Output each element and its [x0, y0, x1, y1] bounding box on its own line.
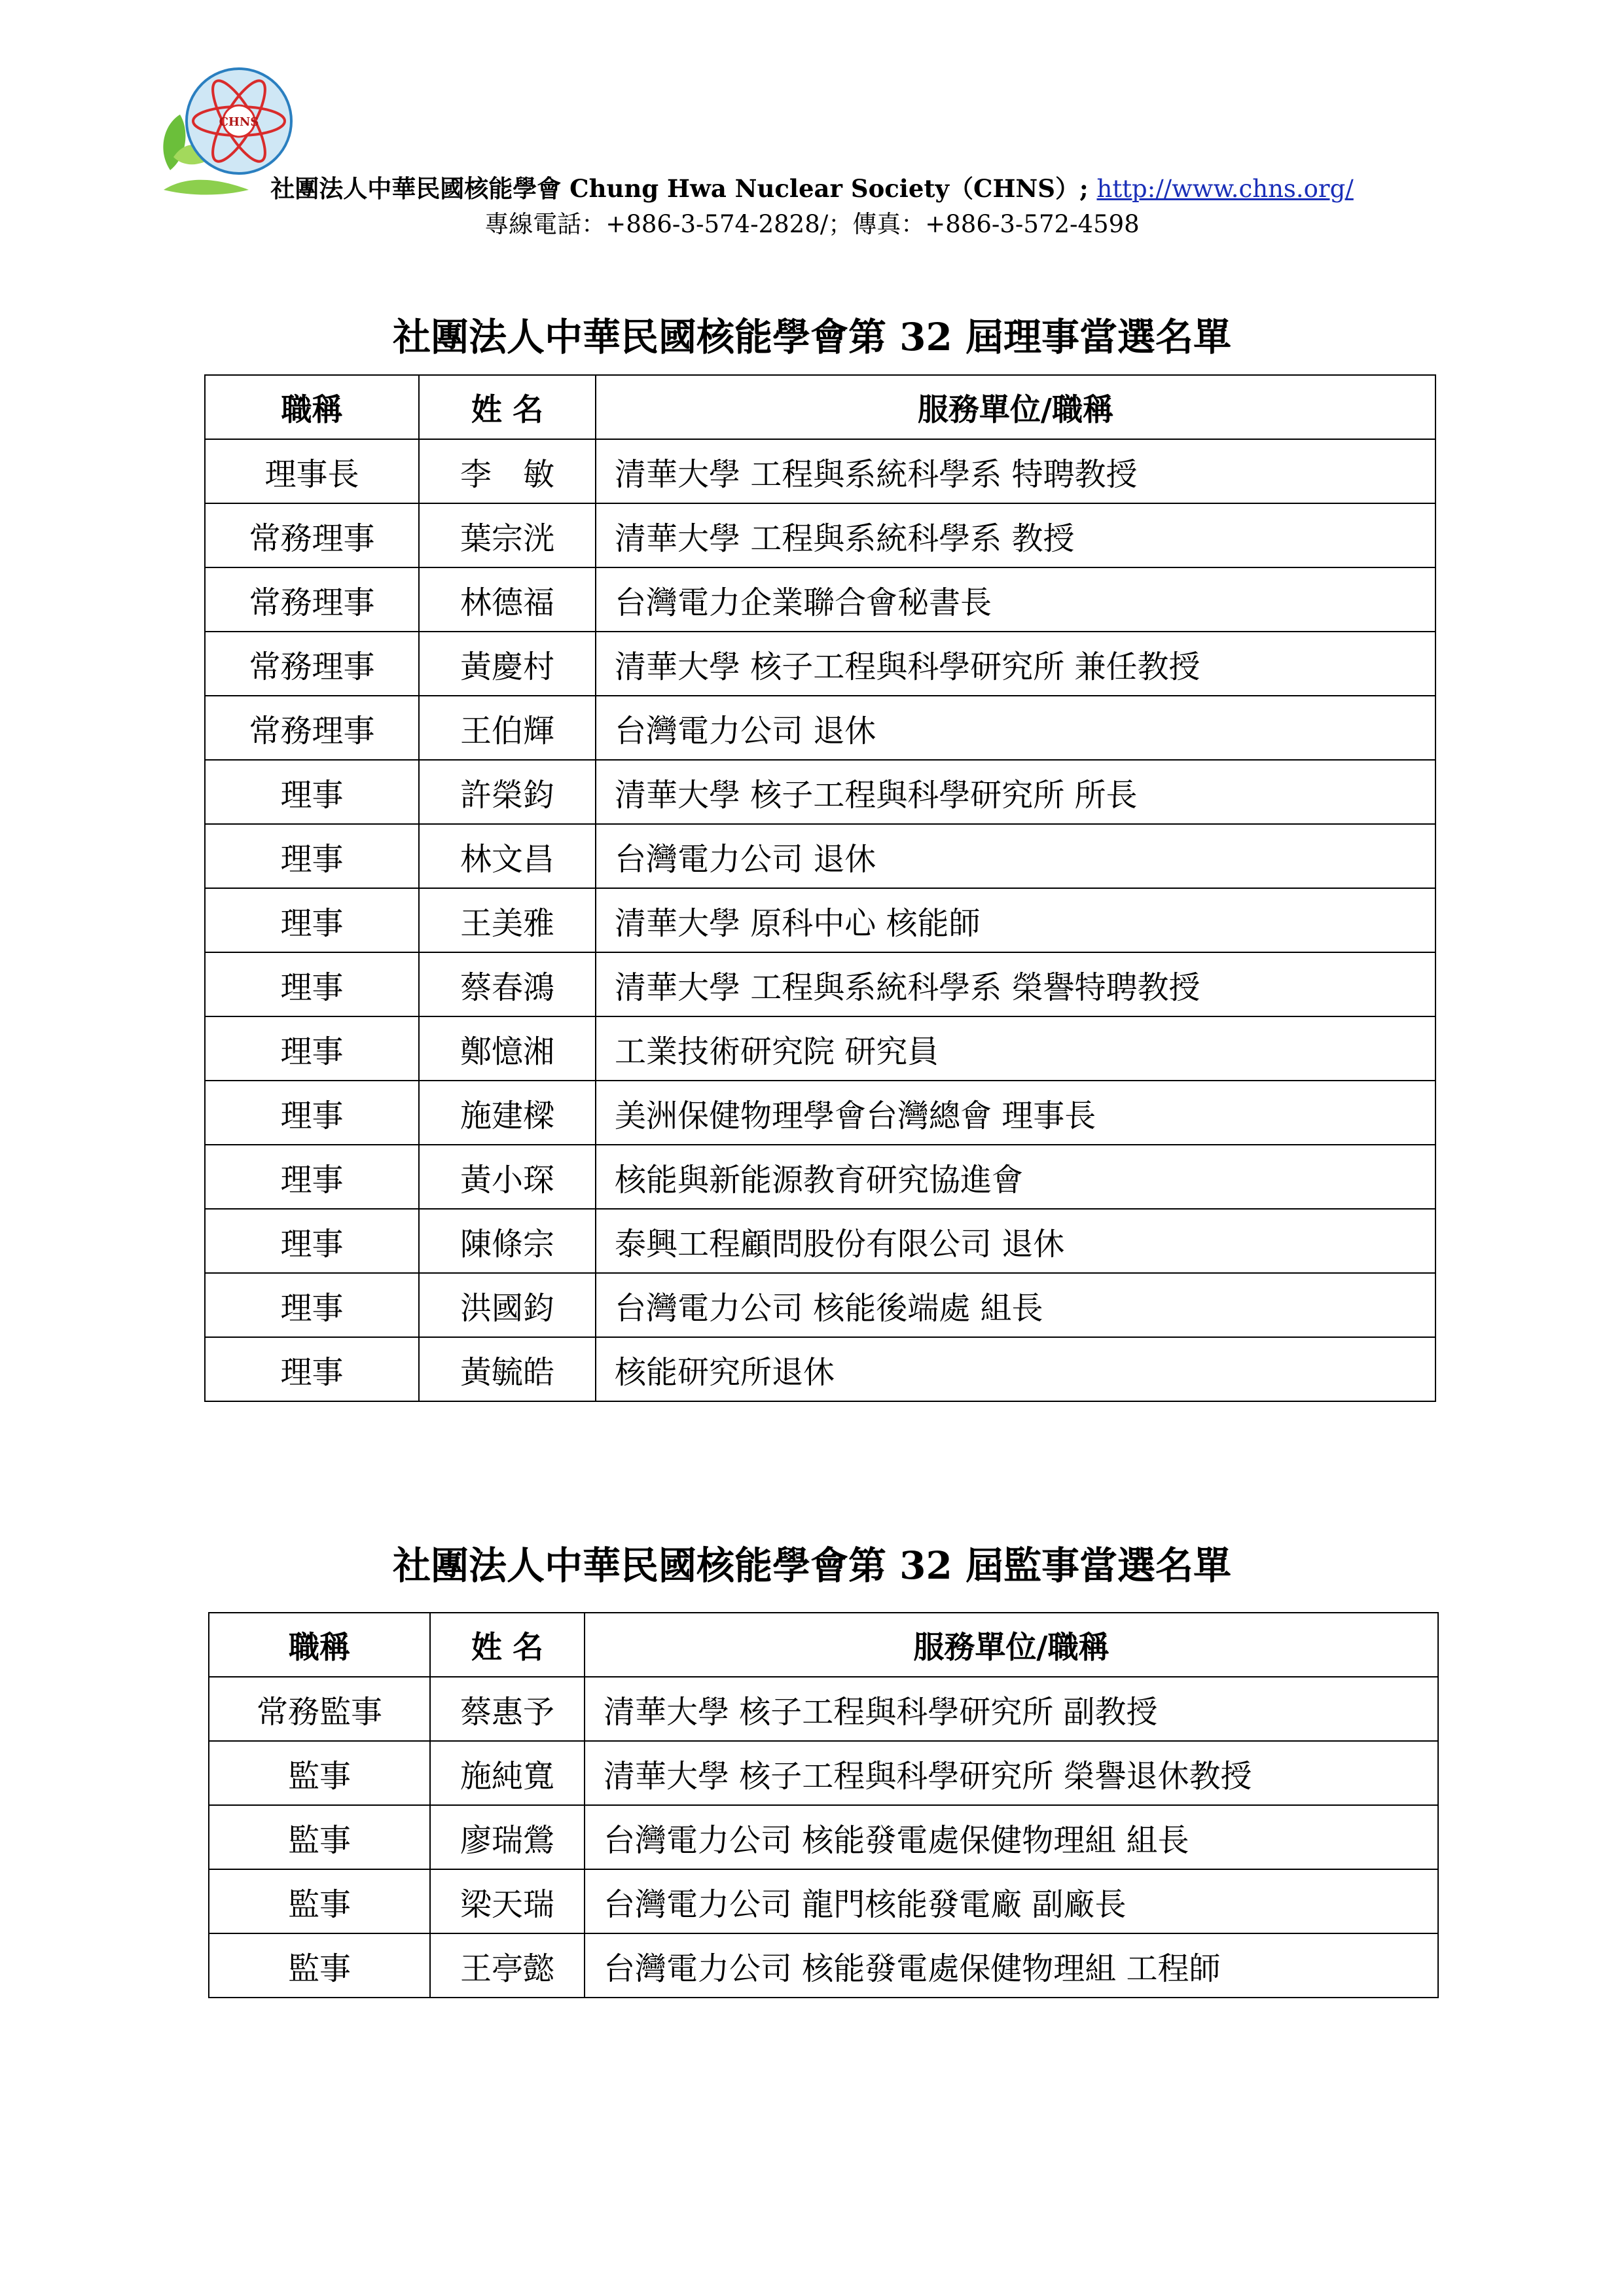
column-header-affiliation: 服務單位/職稱: [596, 375, 1435, 439]
directors-title: 社團法人中華民國核能學會第 32 屆理事當選名單: [392, 315, 1232, 359]
org-name: 社團法人中華民國核能學會 Chung Hwa Nuclear Society（CHNS）;: [270, 174, 1097, 203]
website-link[interactable]: http://www.chns.org/: [1096, 175, 1354, 203]
supervisors-table: [208, 1612, 1439, 1998]
table-row: [205, 760, 1435, 824]
cell-title: 常務理事: [205, 567, 419, 632]
cell-title: 理事: [205, 888, 419, 952]
directors-table: [204, 374, 1436, 1402]
contact-line: 專線電話：+886-3-574-2828/；傳真：+886-3-572-4598: [484, 210, 1140, 238]
cell-affiliation: 清華大學 工程與系統科學系 榮譽特聘教授: [596, 952, 1435, 1016]
table-row: [209, 1869, 1438, 1933]
cell-name: 梁天瑞: [430, 1869, 585, 1933]
cell-name: 王美雅: [419, 888, 596, 952]
cell-title: 理事: [205, 1081, 419, 1145]
cell-affiliation: 清華大學 原科中心 核能師: [596, 888, 1435, 952]
cell-affiliation: 清華大學 核子工程與科學研究所 榮譽退休教授: [585, 1741, 1438, 1805]
cell-name: 蔡惠予: [430, 1677, 585, 1741]
cell-affiliation: 核能研究所退休: [596, 1337, 1435, 1401]
cell-name: 黃毓皓: [419, 1337, 596, 1401]
table-row: [205, 1209, 1435, 1273]
cell-affiliation: 台灣電力公司 核能後端處 組長: [596, 1273, 1435, 1337]
table-row: [205, 696, 1435, 760]
table-row: [205, 1337, 1435, 1401]
column-header-name: 姓 名: [419, 375, 596, 439]
table-row: [205, 888, 1435, 952]
table-row: [205, 952, 1435, 1016]
svg-text:CHNS: CHNS: [219, 115, 259, 129]
table-row: [205, 503, 1435, 567]
cell-title: 理事: [205, 952, 419, 1016]
cell-affiliation: 台灣電力公司 退休: [596, 824, 1435, 888]
cell-affiliation: 清華大學 工程與系統科學系 教授: [596, 503, 1435, 567]
cell-name: 施純寬: [430, 1741, 585, 1805]
column-header-name: 姓 名: [430, 1613, 585, 1677]
cell-title: 監事: [209, 1869, 430, 1933]
cell-name: 蔡春鴻: [419, 952, 596, 1016]
cell-name: 黃慶村: [419, 632, 596, 696]
cell-title: 常務監事: [209, 1677, 430, 1741]
org-header-line: [0, 169, 1624, 204]
cell-affiliation: 泰興工程顧問股份有限公司 退休: [596, 1209, 1435, 1273]
cell-title: 理事: [205, 1016, 419, 1081]
table-row: [205, 1145, 1435, 1209]
table-row: [205, 824, 1435, 888]
cell-name: 王伯輝: [419, 696, 596, 760]
cell-affiliation: 美洲保健物理學會台灣總會 理事長: [596, 1081, 1435, 1145]
cell-affiliation: 核能與新能源教育研究協進會: [596, 1145, 1435, 1209]
table-row: [209, 1933, 1438, 1998]
column-header-title: 職稱: [205, 375, 419, 439]
cell-affiliation: 台灣電力公司 退休: [596, 696, 1435, 760]
cell-name: 施建樑: [419, 1081, 596, 1145]
table-row: [205, 1016, 1435, 1081]
table-row: [205, 567, 1435, 632]
cell-title: 理事: [205, 1337, 419, 1401]
column-header-title: 職稱: [209, 1613, 430, 1677]
cell-title: 理事: [205, 760, 419, 824]
cell-name: 陳條宗: [419, 1209, 596, 1273]
table-row: [205, 1273, 1435, 1337]
table-header-row: [205, 375, 1435, 439]
table-row: [209, 1805, 1438, 1869]
cell-title: 監事: [209, 1741, 430, 1805]
table-header-row: [209, 1613, 1438, 1677]
cell-name: 黃小琛: [419, 1145, 596, 1209]
cell-name: 葉宗洸: [419, 503, 596, 567]
table-row: [209, 1741, 1438, 1805]
table-row: [205, 632, 1435, 696]
cell-title: 常務理事: [205, 632, 419, 696]
cell-affiliation: 清華大學 核子工程與科學研究所 兼任教授: [596, 632, 1435, 696]
column-header-affiliation: 服務單位/職稱: [585, 1613, 1438, 1677]
cell-name: 林德福: [419, 567, 596, 632]
table-row: [205, 1081, 1435, 1145]
cell-affiliation: 台灣電力企業聯合會秘書長: [596, 567, 1435, 632]
cell-title: 常務理事: [205, 696, 419, 760]
supervisors-title: 社團法人中華民國核能學會第 32 屆監事當選名單: [392, 1543, 1232, 1588]
cell-name: 李 敏: [419, 439, 596, 503]
cell-title: 監事: [209, 1933, 430, 1998]
cell-affiliation: 工業技術研究院 研究員: [596, 1016, 1435, 1081]
cell-name: 許榮鈞: [419, 760, 596, 824]
cell-title: 理事長: [205, 439, 419, 503]
cell-affiliation: 台灣電力公司 核能發電處保健物理組 組長: [585, 1805, 1438, 1869]
cell-title: 常務理事: [205, 503, 419, 567]
cell-name: 王亭懿: [430, 1933, 585, 1998]
cell-name: 廖瑞鶯: [430, 1805, 585, 1869]
cell-title: 理事: [205, 824, 419, 888]
cell-title: 理事: [205, 1145, 419, 1209]
cell-name: 林文昌: [419, 824, 596, 888]
table-row: [209, 1677, 1438, 1741]
cell-title: 理事: [205, 1273, 419, 1337]
cell-title: 理事: [205, 1209, 419, 1273]
cell-affiliation: 清華大學 核子工程與科學研究所 副教授: [585, 1677, 1438, 1741]
cell-title: 監事: [209, 1805, 430, 1869]
cell-affiliation: 清華大學 工程與系統科學系 特聘教授: [596, 439, 1435, 503]
cell-name: 鄭憶湘: [419, 1016, 596, 1081]
cell-affiliation: 台灣電力公司 核能發電處保健物理組 工程師: [585, 1933, 1438, 1998]
cell-affiliation: 台灣電力公司 龍門核能發電廠 副廠長: [585, 1869, 1438, 1933]
cell-name: 洪國鈞: [419, 1273, 596, 1337]
cell-affiliation: 清華大學 核子工程與科學研究所 所長: [596, 760, 1435, 824]
table-row: [205, 439, 1435, 503]
